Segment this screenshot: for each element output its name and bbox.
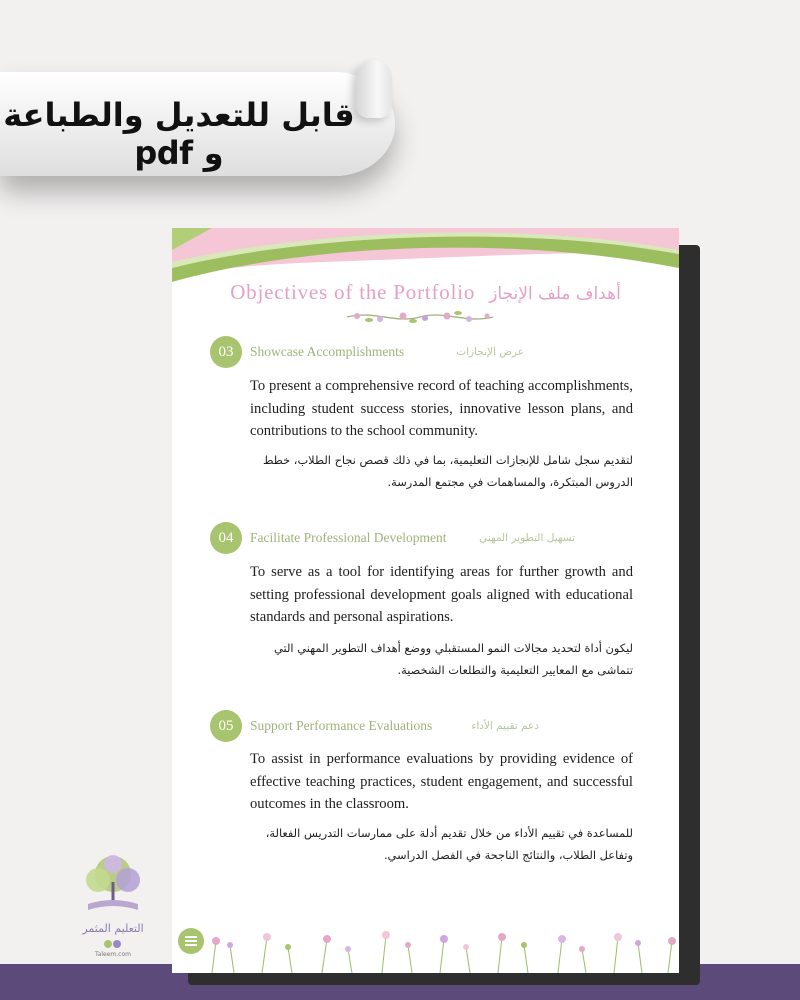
logo-dots: [68, 938, 158, 950]
brand-logo: [68, 852, 158, 962]
section-title-english: Facilitate Professional Development: [250, 530, 447, 545]
banner-text: قابل للتعديل والطباعة و pdf: [3, 96, 355, 172]
page-title: [172, 280, 679, 305]
section-body-english: To assist in performance evaluations by providing evidence of effective teaching practices, student engagement, and successful outcomes in the classroom.: [250, 751, 633, 812]
section-body-arabic: للمساعدة في تقييم الأداء من خلال تقديم أدلة على ممارسات التدريس الفعالة، وتفاعل الطلاب، والنتائج الناجحة في الفصل الدراسي.: [265, 826, 633, 862]
tree-book-logo-icon: [68, 852, 158, 922]
logo-arabic-name: التعليم المثمر: [82, 922, 144, 935]
section-title-arabic: تسهيل التطوير المهني: [479, 532, 575, 544]
title-english: Objectives of the Portfolio: [230, 280, 476, 304]
floral-vine-divider: [345, 308, 495, 326]
section-body-english: To present a comprehensive record of teaching accomplishments, including student success stories, innovative lesson plans, and contributions to the school community.: [250, 378, 633, 439]
section-number-badge: 05: [210, 710, 242, 742]
section-body-arabic: لتقديم سجل شامل للإنجازات التعليمية، بما في ذلك قصص نجاح الطلاب، خطط الدروس المبتكرة، والمساهمات في مجتمع المدرسة.: [262, 453, 633, 489]
section-number-badge: 04: [210, 522, 242, 554]
section-title-arabic: عرض الإنجازات: [456, 346, 524, 358]
section-number-badge: 03: [210, 336, 242, 368]
section-title-english: Support Performance Evaluations: [250, 718, 433, 733]
logo-site: Taleem.com: [95, 951, 131, 958]
section-title-english: Showcase Accomplishments: [250, 344, 405, 359]
title-arabic: أهداف ملف الإنجاز: [489, 284, 621, 304]
section-title-arabic: دعم تقييم الأداء: [471, 720, 539, 732]
document-page: [172, 228, 679, 973]
banner-curl: [356, 60, 392, 118]
section-body-english: To serve as a tool for identifying areas for further growth and setting professional development goals aligned with educational standards and personal aspirations.: [250, 564, 633, 625]
floral-meadow-footer: [172, 927, 679, 973]
section-body-arabic: ليكون أداة لتحديد مجالات النمو المستقبلي ووضع أهداف التطوير المهني التي تتماشى مع المعايير التعليمية والتطلعات الشخصية.: [274, 641, 633, 677]
list-menu-icon: [178, 928, 204, 954]
